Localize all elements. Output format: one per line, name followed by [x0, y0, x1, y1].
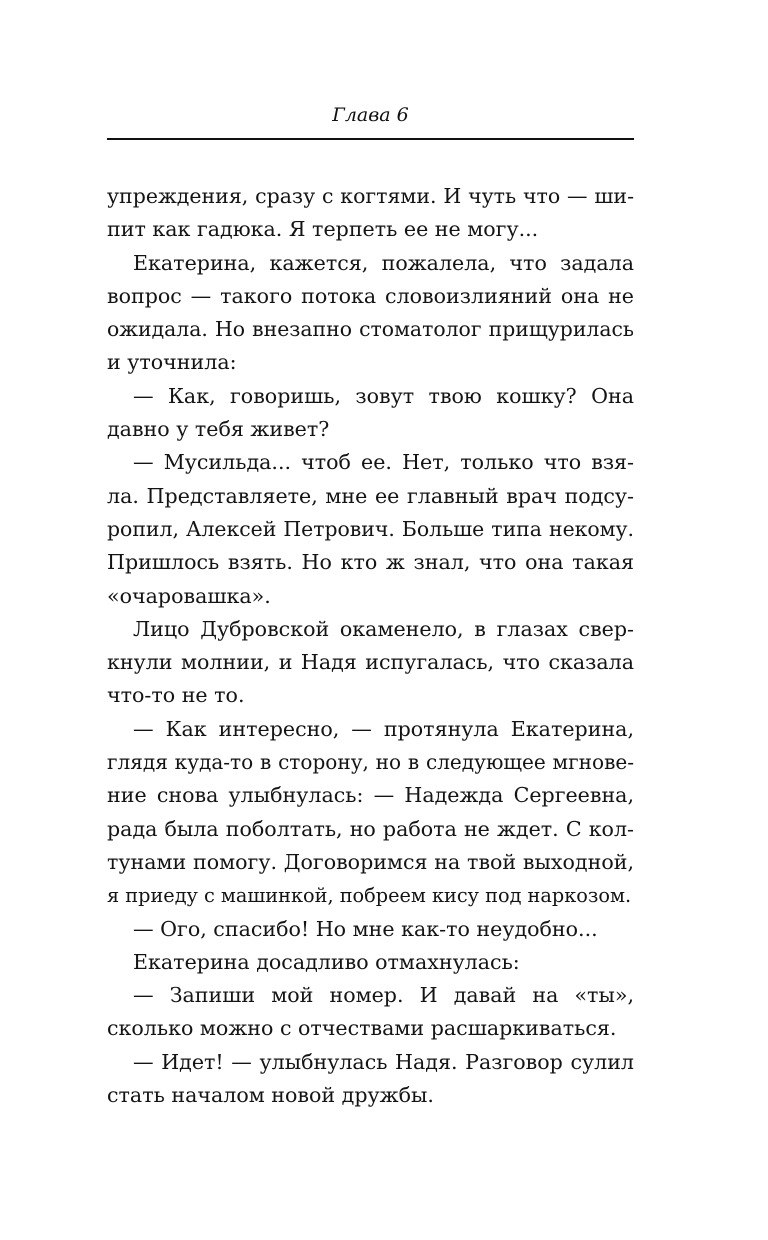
- text-line: Лицо Дубровской окаменело, в глазах свер-: [133, 616, 634, 641]
- text-line: кнули молнии, и Надя испугалась, что сказала: [107, 650, 634, 675]
- running-head: Глава 6: [332, 104, 409, 126]
- text-line: рада была поболтать, но работа не ждет. С кол-: [107, 816, 634, 841]
- text-line: — Как, говоришь, зовут твою кошку? Она: [133, 383, 634, 408]
- text-line: пит как гадюка. Я терпеть ее не могу...: [107, 217, 539, 242]
- text-line: ропил, Алексей Петрович. Больше типа некому.: [107, 516, 634, 541]
- text-line: — Ого, спасибо! Но мне как-то неудобно...: [133, 916, 598, 941]
- text-line: ла. Представляете, мне ее главный врач подсу-: [107, 483, 634, 508]
- text-line: я приеду с машинкой, побреем кису под наркозом.: [107, 884, 632, 908]
- text-line: упреждения, сразу с когтями. И чуть что — ши-: [107, 184, 634, 208]
- body-text: [107, 180, 634, 1112]
- text-line: — Запиши мой номер. И давай на «ты»,: [133, 983, 634, 1008]
- text-line: Екатерина досадливо отмахнулась:: [133, 949, 520, 974]
- text-line: Пришлось взять. Но кто ж знал, что она такая: [107, 550, 634, 575]
- text-line: «очаровашка».: [107, 583, 271, 608]
- header-rule: [107, 138, 634, 140]
- text-line: вопрос — такого потока словоизлияний она не: [107, 283, 634, 308]
- text-line: глядя куда-то в сторону, но в следующее мгнове-: [107, 750, 634, 775]
- text-line: ожидала. Но внезапно стоматолог прищурилась: [107, 317, 634, 342]
- text-line: ние снова улыбнулась: — Надежда Сергеевна,: [107, 783, 634, 808]
- text-line: стать началом новой дружбы.: [107, 1083, 434, 1108]
- text-line: сколько можно с отчествами расшаркиваться.: [107, 1016, 617, 1041]
- text-line: — Идет! — улыбнулась Надя. Разговор сулил: [133, 1049, 634, 1074]
- text-line: Екатерина, кажется, пожалела, что задала: [133, 250, 634, 275]
- text-line: и уточнила:: [107, 350, 237, 375]
- text-line: — Как интересно, — протянула Екатерина,: [133, 716, 634, 741]
- text-line: давно у тебя живет?: [107, 417, 330, 442]
- text-line: тунами помогу. Договоримся на твой выходной,: [107, 849, 634, 874]
- text-line: что-то не то.: [107, 683, 245, 708]
- text-line: — Мусильда... чтоб ее. Нет, только что взя-: [133, 450, 634, 475]
